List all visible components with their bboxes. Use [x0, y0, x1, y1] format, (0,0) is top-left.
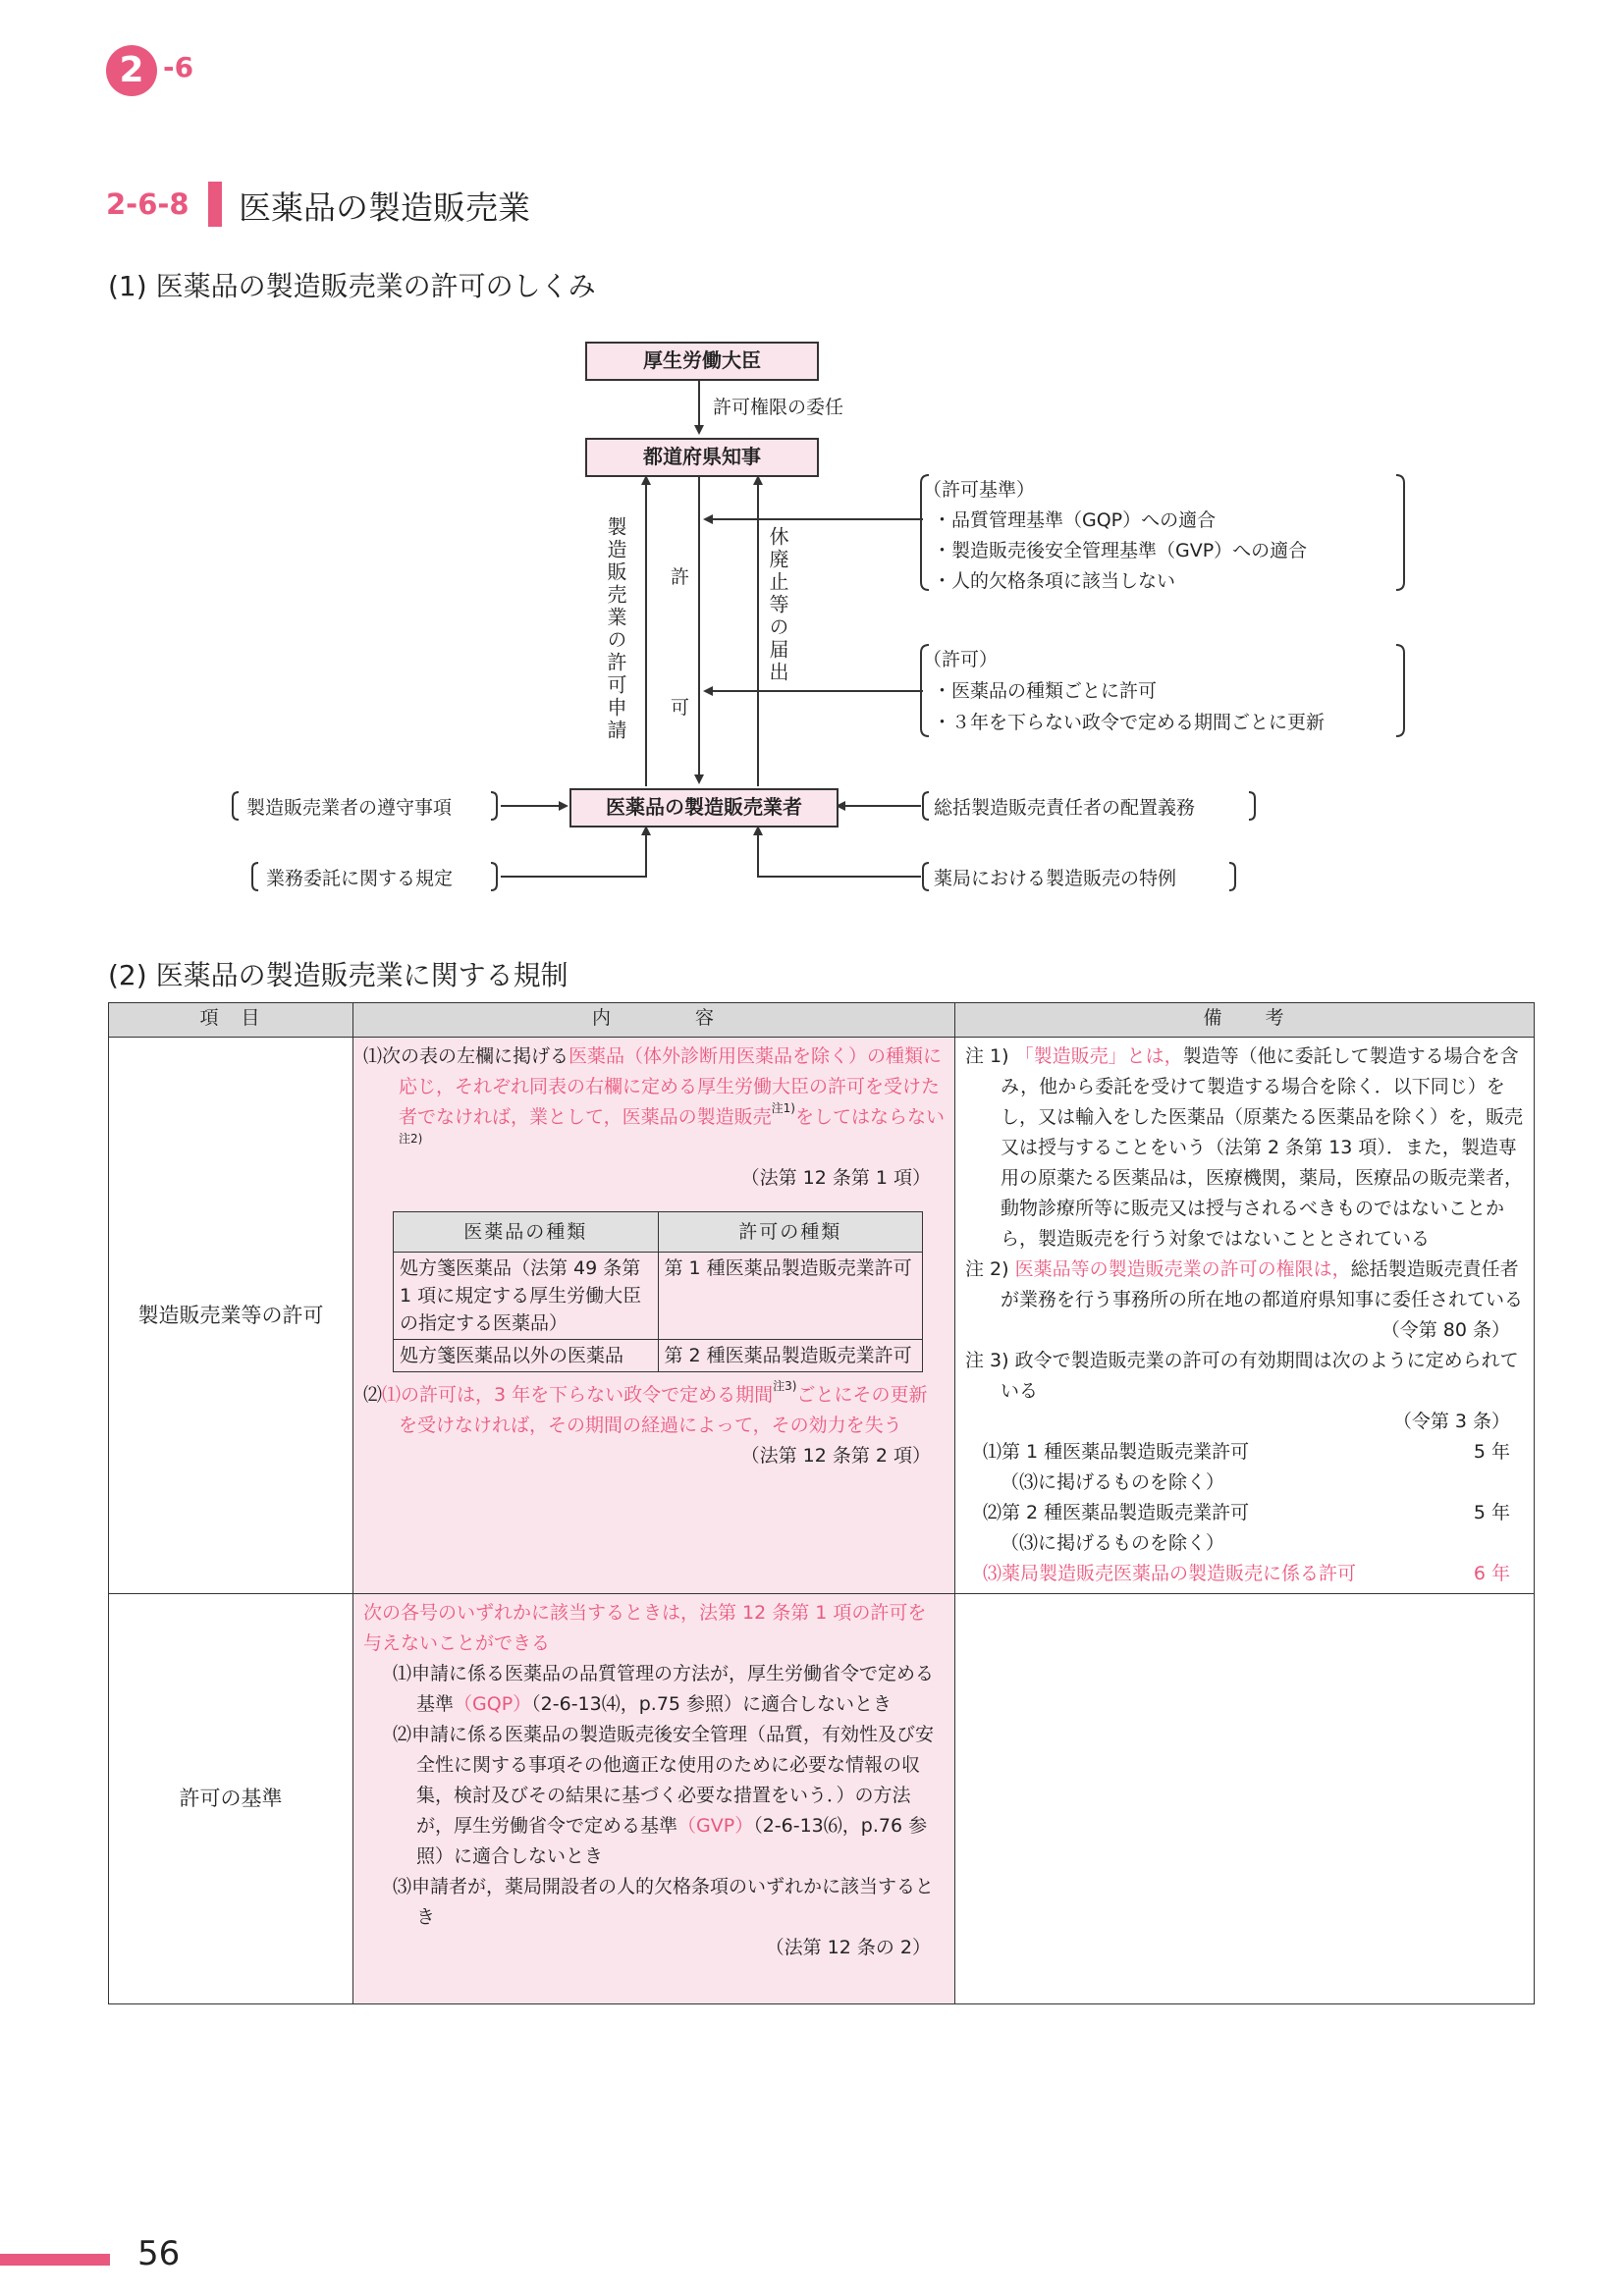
criteria-ref: （法第 12 条の 2） [765, 1937, 931, 1958]
permit-info-item: ・３年を下らない政令で定める期間ごとに更新 [933, 712, 1326, 733]
permit-info-item: ・医薬品の種類ごとに許可 [933, 680, 1158, 702]
page-number: 56 [137, 2234, 181, 2273]
inner-header: 許可の種類 [658, 1212, 923, 1253]
governor-box: 都道府県知事 [585, 438, 819, 477]
minister-box: 厚生労働大臣 [585, 342, 819, 381]
permit-label-b: 可 [671, 697, 690, 719]
criteria-intro: 次の各号のいずれかに該当するときは，法第 12 条第 1 項の許可を与えないことができる [363, 1602, 927, 1654]
section-title: 医薬品の製造販売業 [239, 188, 530, 227]
delegation-label: 許可権限の委任 [713, 397, 844, 418]
criteria-item-2: ⑵申請に係る医薬品の製造販売後安全管理（品質，有効性及び安全性に関する事項その他適正な使用のために必要な情報の収集，検討及びその結果に基づく必要な措置をいう．）の方法が，厚生労働省令で定める基準（GVP）（2-6-13⑹，p.76 参照）に適合しないとき [393, 1724, 935, 1867]
subsection-2-title: (2) 医薬品の製造販売業に関する規制 [108, 959, 568, 991]
subsection-1-title: (1) 医薬品の製造販売業の許可のしくみ [108, 270, 596, 302]
criteria-item: ・品質管理基準（GQP）への適合 [933, 509, 1217, 531]
right-note-2: 薬局における製造販売の特例 [934, 868, 1177, 889]
header-content: 内 容 [353, 1003, 955, 1038]
note-2-ref: （令第 80 条） [1380, 1319, 1510, 1341]
section-number: 2-6-8 [106, 187, 189, 221]
inner-row [394, 1253, 923, 1340]
inner-cell: 処方箋医薬品（法第 49 条第 1 項に規定する厚生労働大臣の指定する医薬品） [394, 1253, 659, 1340]
left-note-1: 製造販売業者の遵守事項 [246, 797, 453, 819]
criteria-item-1: ⑴申請に係る医薬品の品質管理の方法が，厚生労働省令で定める基準（GQP）（2-6-13⑷，p.75 参照）に適合しないとき [393, 1663, 935, 1715]
criteria-item: ・製造販売後安全管理基準（GVP）への適合 [933, 540, 1308, 561]
inner-cell: 処方箋医薬品以外の医薬品 [394, 1340, 659, 1372]
right-note-1: 総括製造販売責任者の配置義務 [934, 797, 1196, 819]
regulation-table [108, 1002, 1535, 2004]
table-row [109, 1594, 1535, 2004]
left-note-2: 業務委託に関する規定 [266, 868, 454, 889]
table-row [109, 1038, 1535, 1594]
period-sub: （⑶に掲げるものを除く） [1001, 1471, 1225, 1493]
criteria-item: ・人的欠格条項に該当しない [933, 570, 1176, 592]
clause-1: ⑴次の表の左欄に掲げる医薬品（体外診断用医薬品を除く）の種類に応じ，それぞれ同表の右欄に定める厚生労働大臣の許可を受けた者でなければ，業として，医薬品の製造販売$^{注1)}$をしてはならない$^{注2)}$ [363, 1045, 945, 1146]
inner-header: 医薬品の種類 [394, 1212, 659, 1253]
chapter-badge: 2 [106, 45, 157, 96]
clause-2-ref: （法第 12 条第 2 項） [740, 1445, 931, 1467]
period-row: ⑶薬局製造販売医薬品の製造販売に係る許可 6 年 [983, 1563, 1510, 1584]
criteria-item-3: ⑶申請者が，薬局開設者の人的欠格条項のいずれかに該当するとき [393, 1876, 935, 1928]
period-row: ⑴第 1 種医薬品製造販売業許可 5 年 [983, 1441, 1510, 1463]
table-header-row [109, 1003, 1535, 1038]
closure-label: 休廃止等の届出 [766, 526, 789, 684]
page-bar [0, 2254, 110, 2266]
permit-label-a: 許 [671, 566, 690, 588]
row-item: 製造販売業等の許可 [109, 1038, 353, 1594]
application-label: 製造販売業の許可申請 [604, 516, 627, 742]
period-sub: （⑶に掲げるものを除く） [1001, 1532, 1225, 1554]
header-item: 項 目 [109, 1003, 353, 1038]
clause-1-ref: （法第 12 条第 1 項） [740, 1167, 931, 1189]
row-item: 許可の基準 [109, 1594, 353, 2004]
header-remarks: 備 考 [955, 1003, 1535, 1038]
clause-2: ⑵⑴の許可は，3 年を下らない政令で定める期間$^{注3)}$ごとにその更新を受けなければ，その期間の経過によって，その効力を失う [363, 1379, 928, 1436]
chapter-sub: -6 [163, 51, 194, 83]
note-2: 注 2) 医薬品等の製造販売業の許可の権限は，総括製造販売責任者が業務を行う事務所の所在地の都道府県知事に委任されている [965, 1258, 1524, 1310]
criteria-title: （許可基準） [923, 479, 1036, 501]
business-box: 医薬品の製造販売業者 [569, 788, 839, 828]
row-content [353, 1594, 955, 2004]
period-row: ⑵第 2 種医薬品製造販売業許可 5 年 [983, 1502, 1510, 1523]
permit-info-title: （許可） [923, 649, 999, 670]
row-remarks [955, 1038, 1535, 1594]
note-1: 注 1) 「製造販売」とは，製造等（他に委託して製造する場合を含み，他から委託を受けて製造する場合を除く．以下同じ）をし，又は輸入をした医薬品（原薬たる医薬品を除く）を，販売又は授与することをいう（法第 2 条第 13 項）．また，製造専用の原薬たる医薬品は，医療機関，薬局，医療品の販売業者，動物診療所等に販売又は授与されるべきものではないことから，製造販売を行う対象ではないこととされている [965, 1045, 1524, 1250]
row-remarks-empty [955, 1594, 1535, 2004]
permit-type-table [393, 1211, 923, 1372]
inner-cell: 第 1 種医薬品製造販売業許可 [658, 1253, 923, 1340]
inner-row [394, 1340, 923, 1372]
note-3-ref: （令第 3 条） [1392, 1411, 1510, 1432]
row-content [353, 1038, 955, 1594]
note-3: 注 3) 政令で製造販売業の許可の有効期間は次のように定められている [965, 1350, 1519, 1402]
inner-cell: 第 2 種医薬品製造販売業許可 [658, 1340, 923, 1372]
